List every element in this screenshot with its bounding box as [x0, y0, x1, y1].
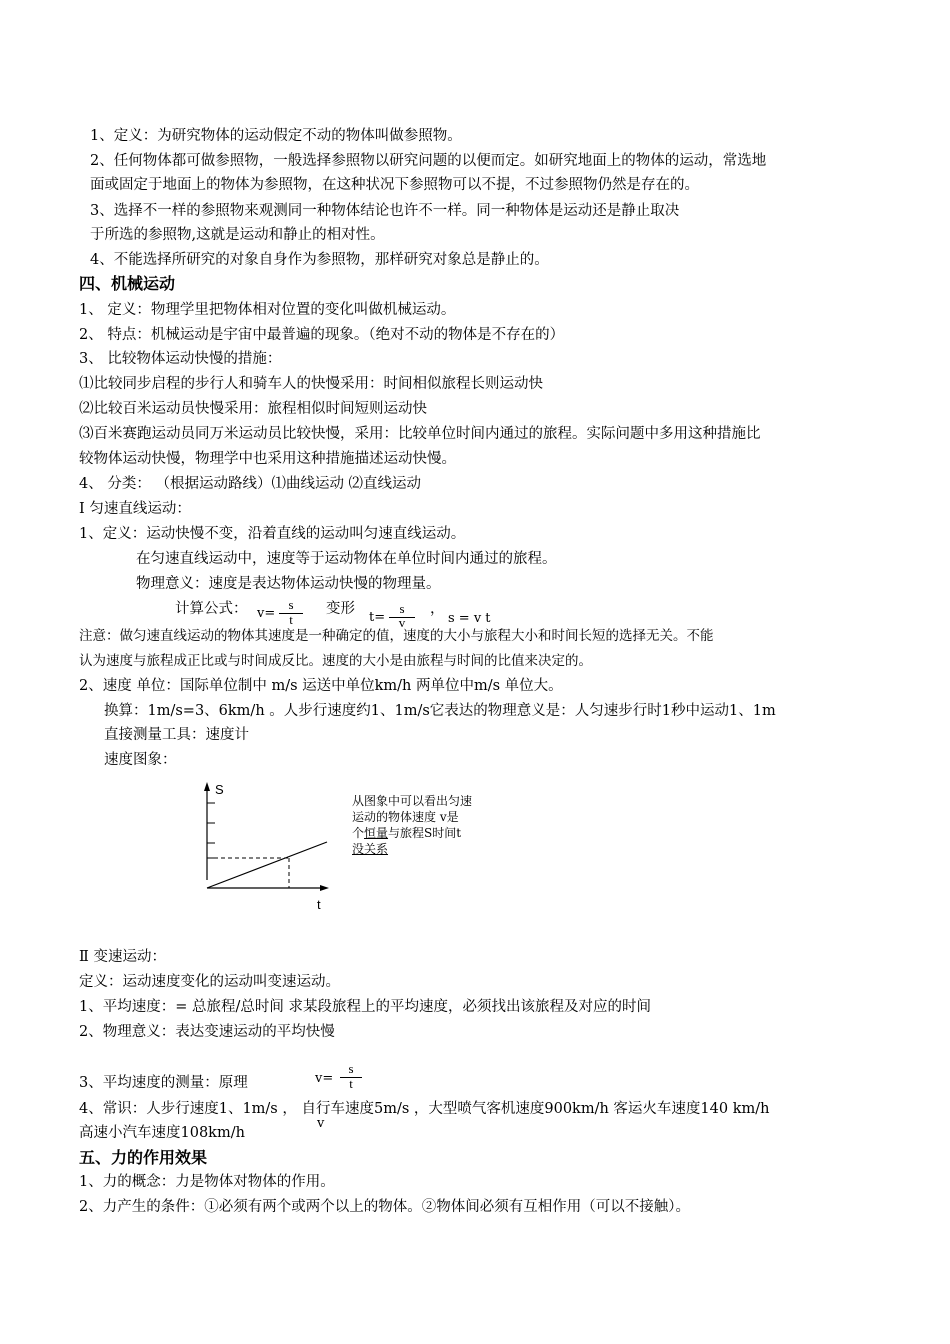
s4-line-3c: ⑶百米赛跑运动员同万米运动员比较快慢，采用：比较单位时间内通过的旅程。实际问题中多用这种措施比 [79, 426, 761, 442]
car-speed-line: 高速小汽车速度108km/h [79, 1125, 245, 1141]
fraction-denominator: v [398, 615, 406, 630]
uniform-speed-meaning: 在匀速直线运动中，速度等于运动物体在单位时间内通过的旅程。 [136, 551, 557, 567]
formula-v-lhs: v= [257, 606, 276, 621]
fraction-denominator: t [289, 612, 293, 627]
graph-caption-3 [352, 825, 461, 841]
fraction-numerator: s [348, 1061, 354, 1076]
s4-line-3b: ⑵比较百米运动员快慢采用：旅程相似时间短则运动快 [79, 401, 427, 417]
formula-variant-label: 变形 [326, 601, 355, 617]
ref-line-3b: 于所选的参照物,这就是运动和静止的相对性。 [90, 227, 385, 243]
s4-line-4: 4、 分类： （根据运动路线）⑴曲线运动 ⑵直线运动 [79, 476, 422, 492]
ref-line-3: 3、选择不一样的参照物来观测同一种物体结论也许不一样。同一种物体是运动还是静止取决 [90, 203, 680, 219]
fraction-denominator: t [349, 1076, 353, 1091]
force-condition-line: 2、力产生的条件：①必须有两个或两个以上的物体。②物体间必须有互相作用（可以不接触）。 [79, 1199, 690, 1215]
s4-line-3: 3、 比较物体运动快慢的措施： [79, 351, 282, 367]
ref-line-2b: 面或固定于地面上的物体为参照物，在这种状况下参照物可以不提，不过参照物仍然是存在的。 [90, 177, 699, 193]
variable-motion-title: Ⅱ 变速运动： [79, 949, 166, 965]
speed-unit-line: 2、速度 单位：国际单位制中 m/s 运送中单位km/h 两单位中m/s 单位大。 [79, 678, 563, 694]
average-speed-line: 1、平均速度：= 总旅程/总时间 求某段旅程上的平均速度，必须找出该旅程及对应的时间 [79, 999, 651, 1015]
common-speeds-line: 4、常识：人步行速度1、1m/s ， 自行车速度5m/s ，大型喷气客机速度900km/h 客运火车速度140 km/h [79, 1101, 770, 1117]
uniform-motion-title: Ⅰ 匀速直线运动： [79, 501, 191, 517]
s4-line-3a: ⑴比较同步启程的步行人和骑车人的快慢采用：时间相似旅程长则运动快 [79, 376, 543, 392]
graph-y-label: S [215, 782, 224, 797]
principle-v-lhs: v= [315, 1071, 334, 1086]
ref-line-4: 4、不能选择所研究的对象自身作为参照物，那样研究对象总是静止的。 [90, 252, 549, 268]
ref-line-1: 1、定义：为研究物体的运动假定不动的物体叫做参照物。 [90, 128, 462, 144]
section-4-heading: 四、机械运动 [79, 274, 176, 293]
formula-comma: ， [430, 601, 445, 617]
average-speed-meaning: 2、物理意义：表达变速运动的平均快慢 [79, 1024, 335, 1040]
speed-tool-line: 直接测量工具：速度计 [104, 727, 249, 743]
average-speed-measure: 3、平均速度的测量：原理 [79, 1075, 248, 1091]
uniform-physical-meaning: 物理意义：速度是表达物体运动快慢的物理量。 [136, 576, 441, 592]
ref-line-2: 2、任何物体都可做参照物，一般选择参照物以研究问题的以便而定。如研究地面上的物体的运动，常选地 [90, 153, 767, 169]
formula-label: 计算公式： [175, 601, 248, 617]
uniform-definition: 1、定义：运动快慢不变，沿着直线的运动叫匀速直线运动。 [79, 526, 466, 542]
common-speeds-v-mark: v [317, 1116, 325, 1131]
note-line-2: 认为速度与旅程成正比或与时间成反比。速度的大小是由旅程与时间的比值来决定的。 [79, 653, 592, 669]
graph-caption-2: 运动的物体速度 v是 [352, 810, 459, 824]
caption-underlined-part: 恒量 [364, 826, 389, 840]
formula-s-equals-vt: s = v t [448, 611, 491, 626]
graph-caption-4: 没关系 [352, 842, 389, 856]
fraction-s-over-t [279, 598, 303, 628]
force-concept-line: 1、力的概念：力是物体对物体的作用。 [79, 1174, 335, 1190]
graph-x-arrow [320, 885, 329, 891]
caption-part: 个 [352, 826, 365, 840]
s4-line-2: 2、 特点：机械运动是宇宙中最普遍的现象。（绝对不动的物体是不存在的） [79, 327, 565, 343]
section-5-heading: 五、力的作用效果 [79, 1148, 208, 1167]
speed-graph-label: 速度图象： [104, 752, 177, 768]
formula-t-lhs: t= [369, 610, 386, 625]
s4-line-1: 1、 定义：物理学里把物体相对位置的变化叫做机械运动。 [79, 302, 456, 318]
speed-conversion-line: 换算：1m/s=3、6km/h 。人步行速度约1、1m/s它表达的物理意义是：人匀速步行时1秒中运动1、1m [104, 703, 776, 719]
fraction-numerator: s [288, 597, 294, 612]
graph-x-label: t [317, 897, 321, 912]
graph-st-line [207, 842, 327, 888]
s4-line-3c2: 较物体运动快慢，物理学中也采用这种措施描述运动快慢。 [79, 451, 456, 467]
caption-part: 与旅程S时间t [388, 826, 462, 840]
variable-definition: 定义：运动速度变化的运动叫变速运动。 [79, 974, 340, 990]
fraction-numerator: s [399, 601, 405, 616]
note-line-1: 注意：做匀速直线运动的物体其速度是一种确定的值，速度的大小与旅程大小和时间长短的选择无关。不能 [79, 628, 714, 644]
fraction-s-over-t-principle [340, 1062, 362, 1092]
graph-y-arrow [204, 782, 210, 791]
graph-caption-1: 从图象中可以看出匀速 [352, 794, 473, 808]
